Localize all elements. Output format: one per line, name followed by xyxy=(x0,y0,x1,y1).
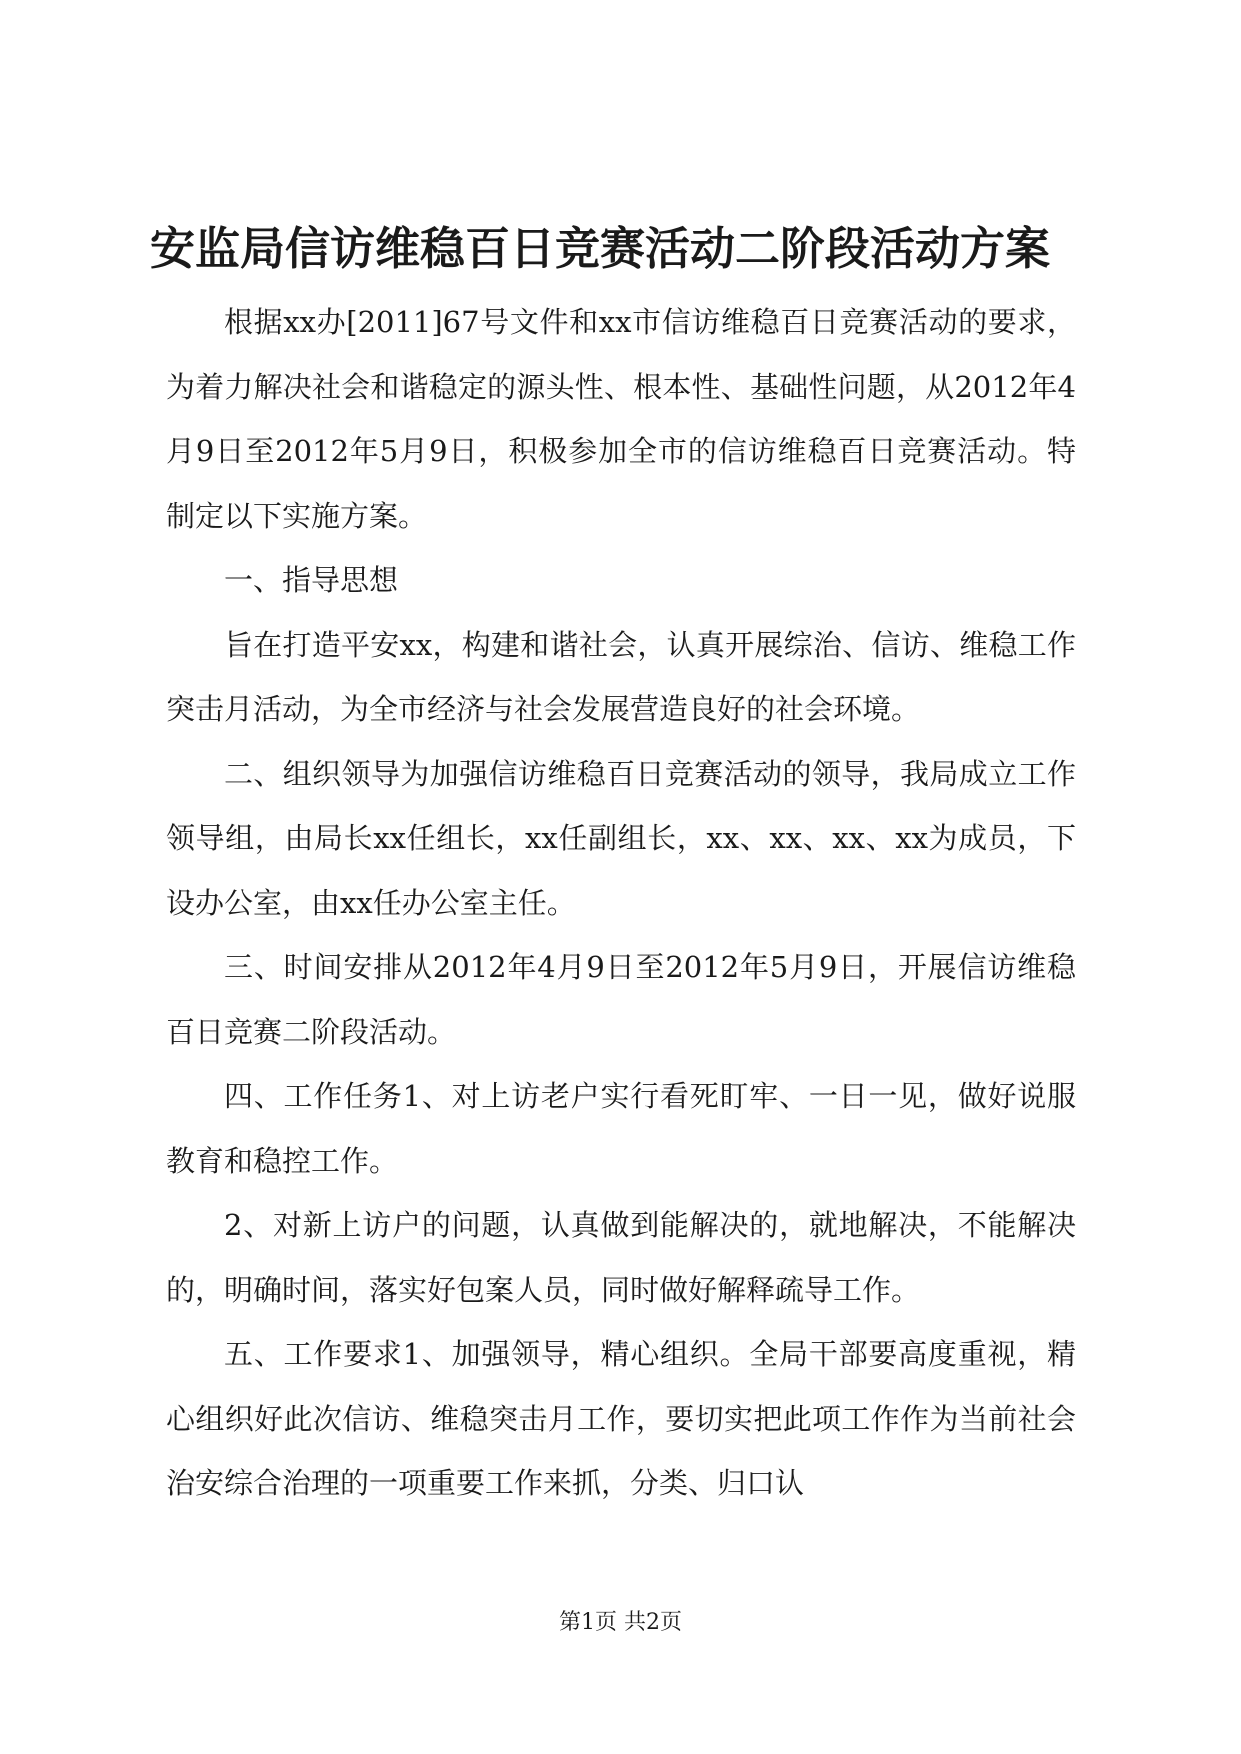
paragraph-tasks-2: 2、对新上访户的问题，认真做到能解决的，就地解决，不能解决的，明确时间，落实好包案人员，同时做好解释疏导工作。 xyxy=(166,1208,1076,1307)
paragraph-schedule: 三、时间安排从2012年4月9日至2012年5月9日，开展信访维稳百日竞赛二阶段活动。 xyxy=(166,950,1076,1049)
paragraph-intro: 根据xx办[2011]67号文件和xx市信访维稳百日竞赛活动的要求，为着力解决社会和谐稳定的源头性、根本性、基础性问题，从2012年4月9日至2012年5月9日，积极参加全市的信访维稳百日竞赛活动。特制定以下实施方案。 xyxy=(166,305,1076,533)
paragraph-tasks-1: 四、工作任务1、对上访老户实行看死盯牢、一日一见，做好说服教育和稳控工作。 xyxy=(166,1079,1076,1178)
paragraph-requirements: 五、工作要求1、加强领导，精心组织。全局干部要高度重视，精心组织好此次信访、维稳突击月工作，要切实把此项工作作为当前社会治安综合治理的一项重要工作来抓，分类、归口认 xyxy=(166,1337,1076,1500)
page-footer: 第1页 共2页 xyxy=(559,1610,682,1635)
document-body xyxy=(166,290,1076,1516)
paragraph-guiding-thought: 旨在打造平安xx，构建和谐社会，认真开展综治、信访、维稳工作突击月活动，为全市经济与社会发展营造良好的社会环境。 xyxy=(166,627,1076,726)
document-title: 安监局信访维稳百日竞赛活动二阶段活动方案 xyxy=(150,222,1051,275)
paragraph-heading-guiding-thought: 一、指导思想 xyxy=(224,563,399,597)
paragraph-organization: 二、组织领导为加强信访维稳百日竞赛活动的领导，我局成立工作领导组，由局长xx任组长，xx任副组长，xx、xx、xx、xx为成员，下设办公室，由xx任办公室主任。 xyxy=(166,756,1076,920)
